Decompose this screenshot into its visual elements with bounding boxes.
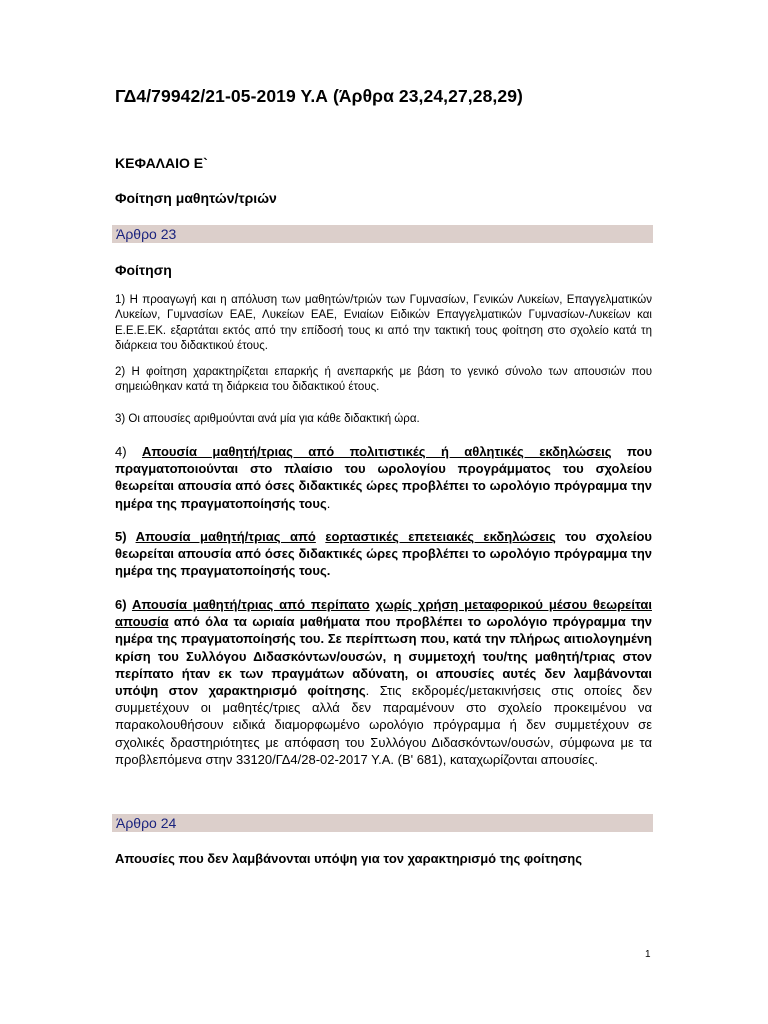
paragraph-6-normal-text: . Στις εκδρομές/μετακινήσεις στις οποίες δεν συμμετέχουν οι μαθητές/τριες αλλά δεν παραμένουν στο σχολείο προκειμένου να παρακολουθήσουν ειδικά διαμορφωμένο ωρολόγιο πρόγραμμα ή δεν συμμετέχουν σε σχολικές δραστηριότητες με απόφαση του Συλλόγου Διδασκόντων/ουσών, σύμφωνα με τα προβλεπόμενα στην 33120/ΓΔ4/28-02-2017 Υ.Α. (Β' 681), καταχωρίζονται απουσίες. <box>115 683 653 767</box>
chapter-heading: ΚΕΦΑΛΑΙΟ Ε` <box>115 155 208 171</box>
paragraph-4-end: . <box>326 495 331 511</box>
article-23-heading: Φοίτηση <box>115 262 172 278</box>
paragraph-5-underlined-2: εορταστικές επετειακές εκδηλώσεις <box>325 529 556 544</box>
article-23-bar <box>112 225 653 243</box>
paragraph-4-text: που πραγματοποιούνται στο πλαίσιο του ωρολογίου προγράμματος του σχολείου θεωρείται απουσία από όσες διδακτικές ώρες προβλέπει το ωρολόγιο πρόγραμμα την ημέρα της πραγματοποίησής τους <box>115 444 653 511</box>
article-23-paragraph-2: 2) Η φοίτηση χαρακτηρίζεται επαρκής ή ανεπαρκής με βάση το γενικό σύνολο των απουσιών που σημειώθηκαν κατά τη διάρκεια του διδακτικού έτους. <box>115 366 652 394</box>
paragraph-6-number: 6) <box>115 597 132 612</box>
article-23-paragraph-1: 1) Η προαγωγή και η απόλυση των μαθητών/τριών των Γυμνασίων, Γενικών Λυκείων, Επαγγελματικών Λυκείων, Γυμνασίων ΕΑΕ, Λυκείων ΕΑΕ, Ενιαίων Ειδικών Επαγγελματικών Γυμνασίων-Λυκείων και Ε.Ε.Ε.ΕΚ. εξαρτάται εκτός από την επίδοσή τους κι από την τακτική τους φοίτηση στο σχολείο κατά τη διάρκεια του διδακτικού έτους. <box>115 294 652 353</box>
article-23-label: Άρθρο 23 <box>116 226 177 242</box>
page-number: 1 <box>645 949 651 960</box>
article-23-paragraph-5 <box>115 528 652 580</box>
paragraph-5-text: του σχολείου θεωρείται απουσία από όσες διδακτικές ώρες προβλέπει το ωρολόγιο πρόγραμμα την ημέρα της πραγματοποίησής τους. <box>115 529 652 579</box>
article-24-label: Άρθρο 24 <box>116 815 177 831</box>
paragraph-6-underlined-1: Απουσία μαθητή/τριας από περίπατο <box>131 597 370 612</box>
paragraph-5-number: 5) <box>115 529 136 544</box>
paragraph-4-number: 4) <box>115 444 142 459</box>
article-23-paragraph-6 <box>115 596 652 768</box>
chapter-subtitle: Φοίτηση μαθητών/τριών <box>115 190 277 206</box>
article-23-paragraph-3: 3) Οι απουσίες αριθμούνται ανά μία για κάθε διδακτική ώρα. <box>115 413 420 425</box>
paragraph-5-space <box>316 529 325 544</box>
article-23-paragraph-4 <box>115 443 652 512</box>
paragraph-5-underlined-1: Απουσία μαθητή/τριας από <box>135 529 316 544</box>
paragraph-6-bold-text: από όλα τα ωριαία μαθήματα που προβλέπει το ωρολόγιο πρόγραμμα την ημέρα της πραγματοποίησής του. Σε περίπτωση που, κατά την πλήρως αιτιολογημένη κρίση του Συλλόγου Διδασκόντων/ουσών, η συμμετοχή του/της μαθητή/τριας στον περίπατο ήταν εκ των πραγμάτων αδύνατη, οι απουσίες αυτές δεν λαμβάνονται υπόψη στον χαρακτηρισμό φοίτησης <box>115 614 652 699</box>
paragraph-6-underlined-2: χωρίς χρήση μεταφορικού μέσου θεωρείται απουσία <box>115 597 652 630</box>
paragraph-4-underlined: Απουσία μαθητή/τριας από πολιτιστικές ή αθλητικές εκδηλώσεις <box>141 444 612 459</box>
article-24-heading: Απουσίες που δεν λαμβάνονται υπόψη για τον χαρακτηρισμό της φοίτησης <box>115 851 583 866</box>
document-title: ΓΔ4/79942/21-05-2019 Υ.Α (Άρθρα 23,24,27,28,29) <box>115 86 523 106</box>
article-24-bar <box>112 814 653 832</box>
